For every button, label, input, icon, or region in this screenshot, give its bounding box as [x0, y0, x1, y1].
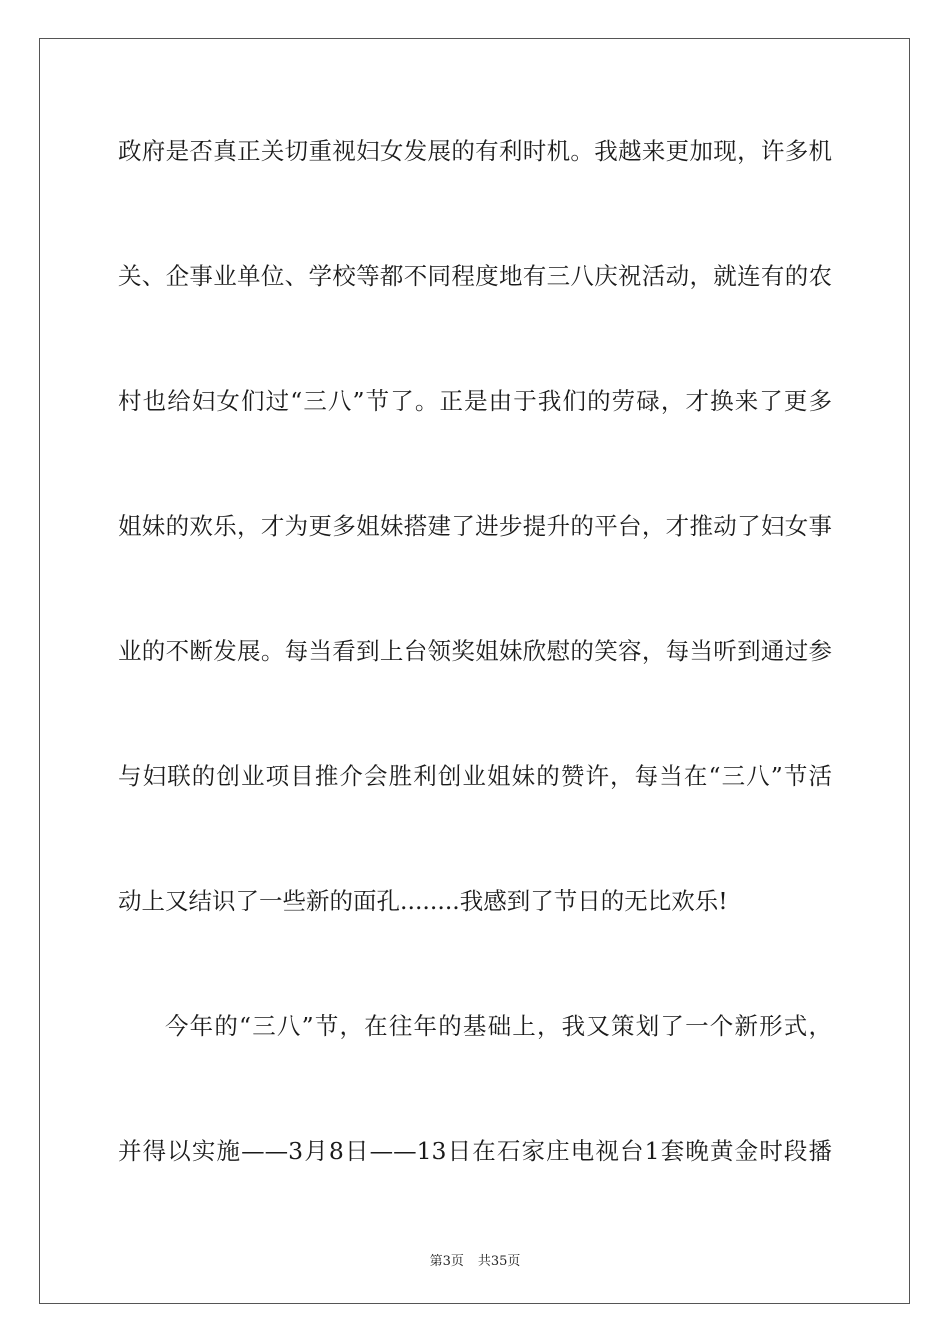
paragraph-line-9: 并得以实施——3月8日——13日在石家庄电视台1套晚黄金时段播	[118, 1137, 832, 1165]
paragraph-line-4: 姐妹的欢乐，才为更多姐妹搭建了进步提升的平台，才推动了妇女事	[118, 512, 832, 540]
paragraph-line-3: 村也给妇女们过“三八”节了。正是由于我们的劳碌，才换来了更多	[118, 387, 832, 415]
paragraph-line-6: 与妇联的创业项目推介会胜利创业姐妹的赞许，每当在“三八”节活	[118, 762, 832, 790]
page-border	[39, 38, 910, 1304]
page-footer	[0, 1250, 950, 1269]
paragraph-line-2: 关、企事业单位、学校等都不同程度地有三八庆祝活动，就连有的农	[118, 262, 832, 290]
paragraph-line-5: 业的不断发展。每当看到上台领奖姐妹欣慰的笑容，每当听到通过参	[118, 637, 832, 665]
paragraph-line-7: 动上又结识了一些新的面孔........我感到了节日的无比欢乐!	[118, 887, 728, 915]
page-number: 第3页	[429, 1254, 464, 1269]
total-pages: 共35页	[477, 1254, 521, 1269]
paragraph-line-8: 今年的“三八”节，在往年的基础上，我又策划了一个新形式，	[165, 1012, 832, 1040]
paragraph-line-1: 政府是否真正关切重视妇女发展的有利时机。我越来更加现，许多机	[118, 137, 832, 165]
